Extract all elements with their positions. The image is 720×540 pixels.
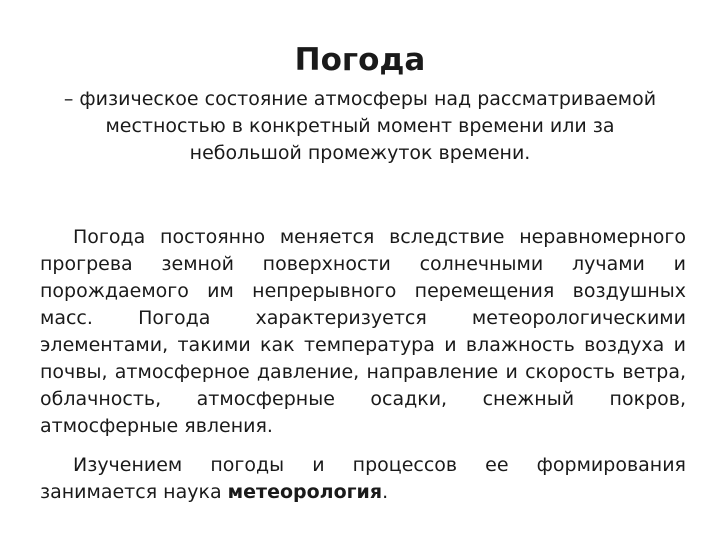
paragraph-2-lead: Изучением погоды и процессов ее формирования занимается наука [40,454,686,503]
paragraph-weather-changes [40,224,686,440]
slide-title: Погода [294,42,426,78]
paragraph-1-text: Погода постоянно меняется вследствие неравномерного прогрева земной поверхности солнечными лучами и порождаемого им непрерывного перемещения воздушных масс. Погода характеризуется метеорологическими элементами, такими как температура и влажность воздуха и почвы, атмосферное давление, направление и скорость ветра, облачность, атмосферные осадки, снежный покров, атмосферные явления. [40,226,686,437]
meteorology-term: метеорология [227,481,383,503]
definition-text: – физическое состояние атмосферы над рассматриваемой местностью в конкретный момент времени или за небольшой промежуток времени. [63,88,657,164]
paragraph-2-end: . [382,481,389,503]
paragraph-meteorology [40,452,686,506]
